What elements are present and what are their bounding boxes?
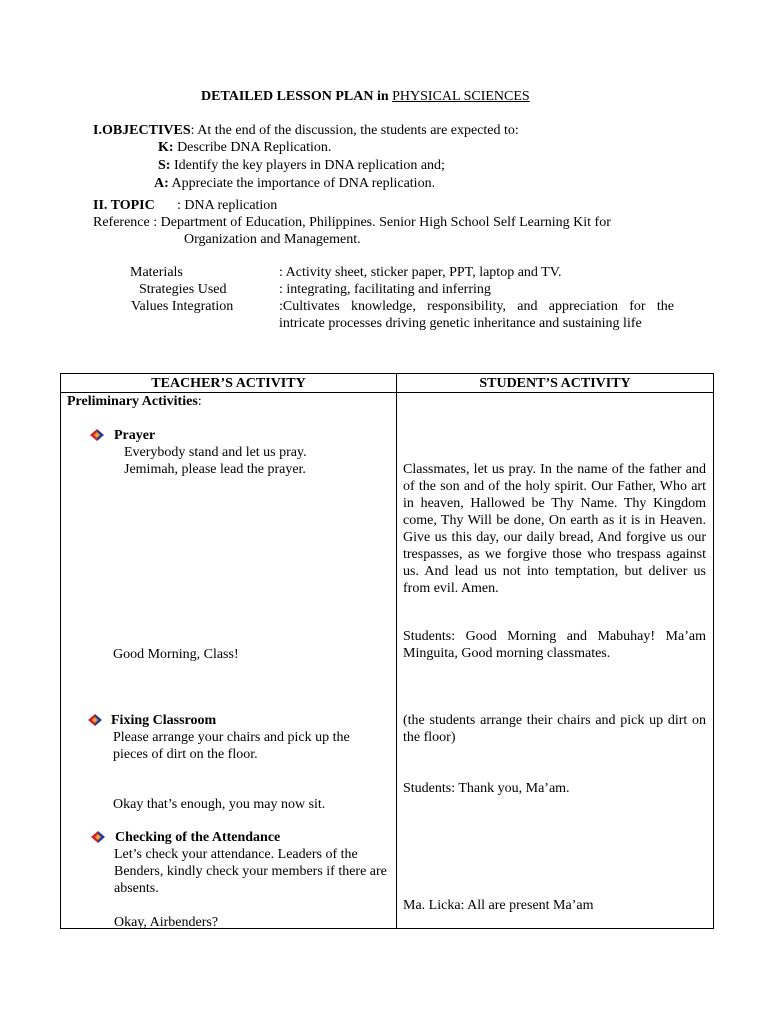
objectives-line bbox=[93, 122, 519, 139]
objective-k bbox=[158, 139, 331, 156]
materials-value: : Activity sheet, sticker paper, PPT, laptop and TV. bbox=[279, 265, 562, 280]
fixing-response: (the students arrange their chairs and pick up dirt on the floor) bbox=[403, 713, 706, 745]
title-subject: PHYSICAL SCIENCES bbox=[392, 89, 530, 104]
prayer-response: Classmates, let us pray. In the name of the father and of the son and of the holy spirit. Our Father, Who art in heaven, Hallowed be Thy Name. Thy Kingdom come, Thy Will be done, On earth as it is in Heaven. Give us this day, our daily bread, And forgive us our trespasses, as we forgive those who trespass against us. And lead us not into temptation, but deliver us from evil. Amen. bbox=[403, 462, 706, 596]
materials-label: Materials bbox=[130, 265, 183, 280]
reference-line-2: Organization and Management. bbox=[184, 232, 361, 247]
fixing-classroom-text: Please arrange your chairs and pick up the pieces of dirt on the floor. bbox=[113, 730, 350, 762]
objective-a bbox=[154, 175, 435, 192]
attendance-response: Ma. Licka: All are present Ma’am bbox=[403, 898, 594, 913]
objectives-label: I.OBJECTIVES bbox=[93, 123, 191, 138]
prayer-line-1: Everybody stand and let us pray. bbox=[124, 445, 307, 460]
strategies-value: : integrating, facilitating and inferring bbox=[279, 282, 491, 297]
preliminary-colon: : bbox=[197, 394, 202, 409]
airbenders-text: Okay, Airbenders? bbox=[114, 915, 219, 930]
values-value: :Cultivates knowledge, responsibility, and appreciation for the intricate processes driving genetic inheritance and sustaining life bbox=[279, 299, 674, 331]
bullet-icon bbox=[90, 429, 104, 441]
topic-label: II. TOPIC bbox=[93, 198, 155, 213]
bullet-icon bbox=[91, 831, 105, 843]
objective-s bbox=[158, 157, 445, 174]
thanks-response: Students: Thank you, Ma’am. bbox=[403, 781, 570, 796]
attendance-heading: Checking of the Attendance bbox=[115, 830, 281, 845]
lesson-plan-title bbox=[201, 88, 530, 105]
student-activity-header: STUDENT’S ACTIVITY bbox=[479, 376, 631, 391]
bullet-icon bbox=[88, 714, 102, 726]
objective-k-text: Describe DNA Replication. bbox=[173, 140, 332, 155]
column-divider bbox=[396, 374, 397, 928]
prayer-line-2: Jemimah, please lead the prayer. bbox=[124, 462, 306, 477]
greeting-response: Students: Good Morning and Mabuhay! Ma’am Minguita, Good morning classmates. bbox=[403, 629, 706, 661]
values-label: Values Integration bbox=[131, 299, 234, 314]
objectives-intro: : At the end of the discussion, the students are expected to: bbox=[190, 123, 519, 138]
sit-text: Okay that’s enough, you may now sit. bbox=[113, 797, 326, 812]
teacher-activity-header: TEACHER’S ACTIVITY bbox=[151, 376, 306, 391]
objective-s-text: Identify the key players in DNA replication and; bbox=[170, 158, 445, 173]
topic-value: : DNA replication bbox=[177, 198, 278, 213]
objective-k-label: K: bbox=[158, 140, 174, 155]
objective-a-text: Appreciate the importance of DNA replication. bbox=[168, 176, 436, 191]
preliminary-activities bbox=[67, 393, 202, 410]
title-prefix: DETAILED LESSON PLAN in bbox=[201, 89, 393, 104]
preliminary-label: Preliminary Activities bbox=[67, 394, 198, 409]
attendance-text: Let’s check your attendance. Leaders of the Benders, kindly check your members if there are absents. bbox=[114, 847, 387, 896]
objective-a-label: A: bbox=[154, 176, 169, 191]
greeting-text: Good Morning, Class! bbox=[113, 647, 239, 662]
objective-s-label: S: bbox=[158, 158, 171, 173]
prayer-heading: Prayer bbox=[114, 428, 156, 443]
strategies-label: Strategies Used bbox=[139, 282, 227, 297]
reference-line-1: Reference : Department of Education, Philippines. Senior High School Self Learning Kit for bbox=[93, 215, 611, 230]
fixing-classroom-heading: Fixing Classroom bbox=[111, 713, 217, 728]
